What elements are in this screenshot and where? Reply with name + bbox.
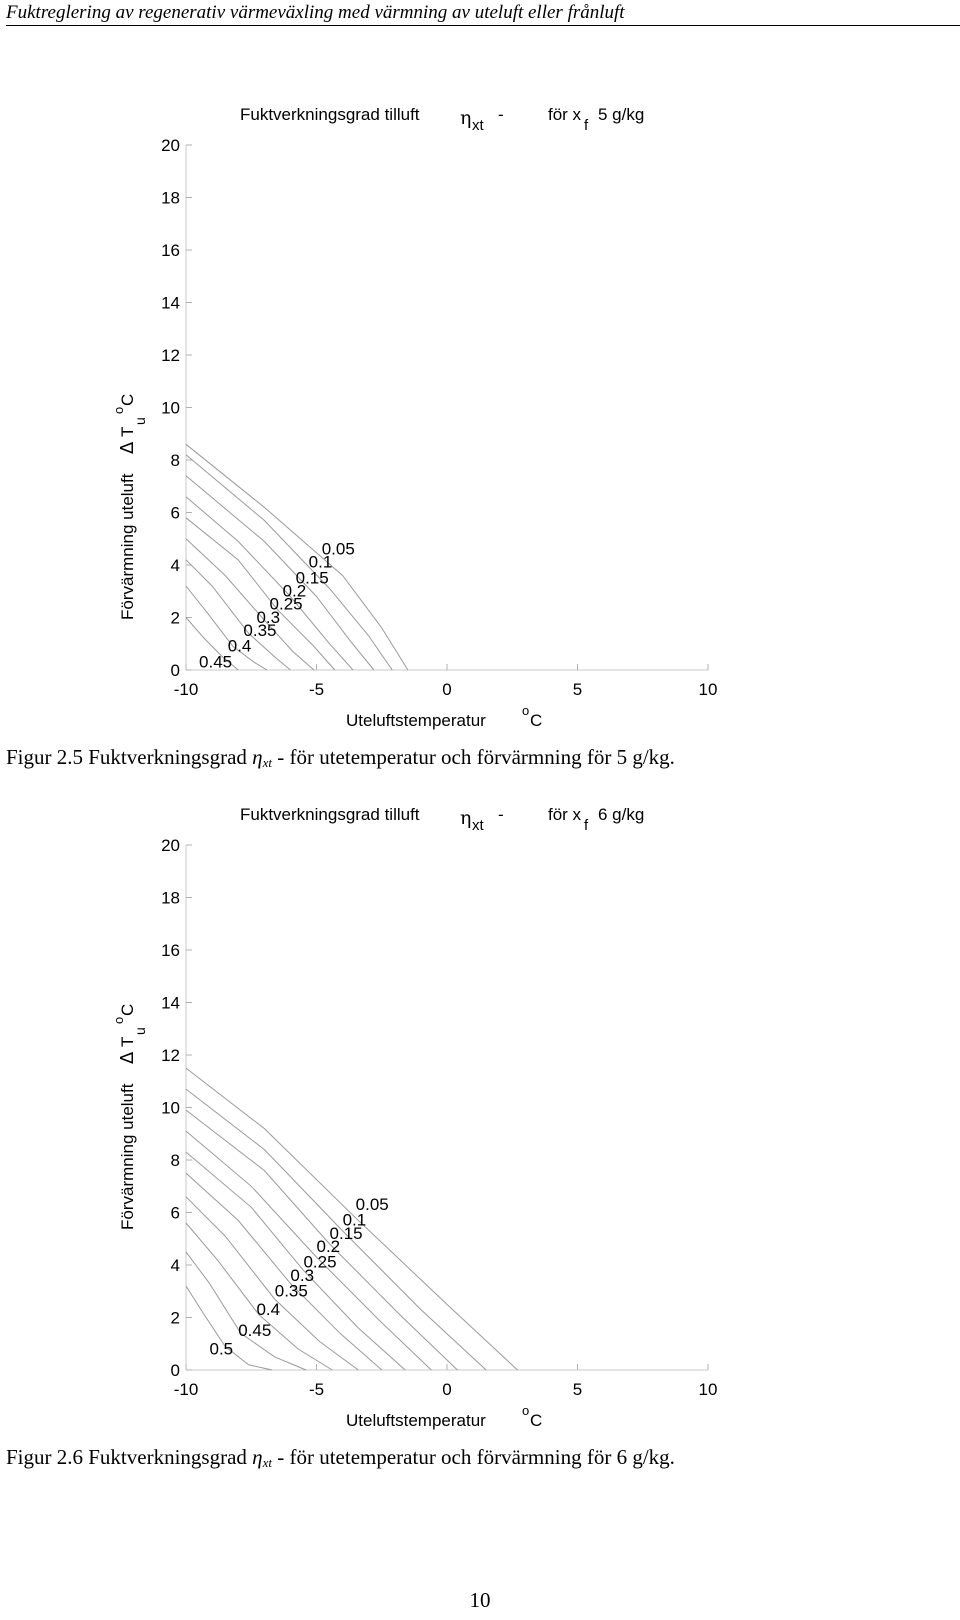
contour-lines (186, 444, 408, 670)
x-tick-label: -5 (308, 680, 325, 699)
svg-text:f (584, 117, 589, 134)
x-tick-label: 5 (572, 1380, 583, 1399)
chart-title-main: Fuktverkningsgrad tilluft (240, 105, 420, 124)
contour-label: 0.4 (256, 1299, 281, 1319)
chart-title-eta-sub: xt (472, 117, 484, 134)
svg-text:o (522, 1403, 529, 1418)
x-axis-label (346, 703, 542, 730)
contour-label: 0.05 (321, 539, 355, 559)
svg-text:5 g/kg (598, 105, 644, 124)
contour-label: 0.15 (295, 568, 329, 588)
x-axis-label-unit: C (530, 1411, 543, 1430)
chart-title-eta: η (460, 807, 472, 829)
chart-title-value: 6 g/kg (598, 805, 645, 824)
svg-text:o (111, 1017, 126, 1024)
caption-eta-sub: xt (262, 755, 272, 770)
y-axis-label-T: T (118, 1036, 137, 1047)
y-tick-label: 16 (161, 941, 180, 960)
x-tick-label: -10 (173, 680, 199, 699)
contour-chart-6gkg (0, 790, 960, 1450)
y-axis-label-delta: Δ (117, 441, 138, 454)
x-axis-label-unit: C (530, 711, 543, 730)
y-tick-label: 0 (170, 661, 180, 680)
contour-label: 0.25 (303, 1252, 337, 1272)
chart-title-for-sub: f (584, 817, 589, 834)
y-axis-label-text: Förvärmning uteluft (118, 1083, 137, 1230)
caption-eta: η (252, 745, 263, 769)
y-tick-label: 14 (161, 293, 180, 313)
svg-text:xt (472, 817, 485, 834)
svg-text:6 g/kg (598, 805, 644, 824)
contour-label: 0.3 (256, 607, 281, 627)
caption-suffix: - för utetemperatur och förvärmning för 6 g/kg. (271, 1445, 675, 1469)
chart-title-for: för x (548, 105, 582, 124)
chart-title (240, 105, 644, 134)
svg-text:för x (548, 105, 582, 124)
contour-label: 0.15 (329, 1223, 363, 1243)
x-axis-label-text: Uteluftstemperatur (346, 1411, 486, 1430)
y-axis-label (111, 394, 148, 620)
caption-prefix: Figur 2.6 Fuktverkningsgrad (6, 1445, 253, 1469)
svg-text:C (530, 711, 542, 730)
svg-text:Δ (117, 441, 138, 454)
chart-title-main: Fuktverkningsgrad tilluft (240, 805, 420, 824)
axes (161, 136, 717, 699)
x-axis-label (346, 1403, 542, 1430)
svg-text:u (132, 417, 148, 425)
contour-label: 0.2 (316, 1236, 341, 1256)
figure-caption-2-5 (6, 745, 675, 775)
caption-prefix: Figur 2.5 Fuktverkningsgrad (6, 745, 253, 769)
svg-text:Δ (117, 1051, 138, 1064)
y-tick-label: 6 (170, 503, 180, 523)
y-axis-label-sub: u (132, 417, 148, 425)
caption-suffix: - för utetemperatur och förvärmning för 5 g/kg. (271, 745, 675, 769)
contour-labels (199, 540, 355, 672)
y-tick-label: 20 (161, 136, 180, 155)
x-tick-label: -10 (173, 1380, 199, 1399)
x-tick-label: -5 (308, 1380, 325, 1399)
contour-label: 0.25 (269, 594, 303, 614)
y-tick-label: 2 (170, 1308, 180, 1328)
contour-line-0.45 (186, 1252, 306, 1370)
x-tick-label: 0 (442, 680, 452, 699)
y-tick-label: 16 (161, 241, 180, 260)
y-tick-label: 14 (161, 993, 180, 1013)
chart-title (240, 805, 644, 834)
caption-eta-sub: xt (262, 1455, 272, 1470)
y-axis-label-text: Förvärmning uteluft (118, 473, 137, 620)
x-tick-label: 10 (698, 680, 718, 699)
y-axis-label-unit: C (118, 1003, 137, 1016)
figure-caption-2-6 (6, 1445, 675, 1475)
contour-label: 0.2 (282, 581, 307, 601)
svg-text:C (118, 394, 137, 406)
svg-text:- (498, 805, 504, 824)
contour-label: 0.45 (199, 652, 233, 672)
y-tick-label: 4 (170, 1256, 180, 1275)
x-tick-label: 10 (698, 1380, 718, 1399)
contour-label: 0.4 (227, 636, 252, 656)
x-axis-label-sup: o (522, 703, 530, 718)
x-tick-label: 0 (442, 1380, 452, 1399)
page-number: 10 (469, 1588, 491, 1612)
page-header: Fuktreglering av regenerativ värmeväxling med värmning av uteluft eller frånluft (6, 2, 960, 26)
svg-text:T (118, 427, 137, 437)
y-tick-label: 4 (170, 556, 180, 575)
x-axis-label-sup: o (522, 1403, 530, 1418)
svg-text:o (111, 407, 126, 414)
contour-label: 0.1 (342, 1210, 367, 1230)
svg-text:Fuktverkningsgrad tilluft (240, 805, 420, 824)
chart-title-eta-sub: xt (472, 817, 484, 834)
svg-text:Förvärmning uteluft (118, 1083, 137, 1230)
chart-title-dash: - (498, 105, 504, 124)
y-axis-label-sup: o (111, 406, 126, 414)
y-tick-label: 12 (161, 346, 180, 365)
svg-text:xt (472, 117, 485, 134)
x-tick-label: 5 (572, 680, 583, 699)
contour-label: 0.3 (290, 1265, 315, 1285)
contour-line-0.05 (186, 444, 408, 670)
svg-text:η (460, 107, 471, 129)
contour-chart-5gkg (0, 90, 960, 750)
y-tick-label: 20 (161, 836, 180, 855)
chart-title-for: för x (548, 805, 582, 824)
chart-title-for-sub: f (584, 117, 589, 134)
contour-label: 0.35 (243, 620, 277, 640)
svg-text:- (498, 105, 504, 124)
contour-label: 0.05 (355, 1194, 389, 1214)
svg-text:Uteluftstemperatur (346, 711, 486, 730)
contour-line-0.25 (186, 518, 335, 670)
y-tick-label: 10 (161, 1098, 180, 1118)
svg-text:T (118, 1037, 137, 1047)
contour-label: 0.35 (274, 1281, 308, 1301)
chart-title-value: 5 g/kg (598, 105, 645, 124)
y-axis-label-sup: o (111, 1016, 126, 1024)
y-tick-label: 0 (170, 1361, 180, 1380)
axes (161, 836, 717, 1399)
svg-text:C (118, 1004, 137, 1016)
chart-title-eta: η (460, 107, 472, 129)
contour-line-0.2 (186, 1131, 431, 1370)
y-axis-label-unit: C (118, 393, 137, 406)
y-axis-label-delta: Δ (117, 1051, 138, 1064)
x-axis-label-text: Uteluftstemperatur (346, 711, 486, 730)
svg-text:Fuktverkningsgrad tilluft (240, 105, 420, 124)
svg-text:för x (548, 805, 582, 824)
y-axis-label-sub: u (132, 1027, 148, 1035)
caption-eta: η (252, 1445, 263, 1469)
y-tick-label: 10 (161, 398, 180, 418)
y-tick-label: 8 (170, 1151, 180, 1170)
svg-text:f (584, 817, 589, 834)
y-axis-label-T: T (118, 426, 137, 437)
y-tick-label: 8 (170, 451, 180, 470)
chart-title-dash: - (498, 805, 504, 824)
contour-line-0.15 (186, 476, 374, 670)
y-tick-label: 12 (161, 1046, 180, 1065)
svg-text:u (132, 1027, 148, 1035)
contour-label: 0.45 (238, 1320, 272, 1340)
y-tick-label: 2 (170, 608, 180, 628)
contour-label: 0.1 (308, 552, 333, 572)
contour-line-0.1 (186, 455, 392, 670)
y-axis-label (111, 1004, 148, 1230)
svg-text:Förvärmning uteluft (118, 473, 137, 620)
svg-text:C (530, 1411, 542, 1430)
y-tick-label: 6 (170, 1203, 180, 1223)
y-tick-label: 18 (161, 888, 180, 908)
contour-label: 0.5 (209, 1339, 234, 1359)
svg-text:η (460, 807, 471, 829)
svg-text:Uteluftstemperatur (346, 1411, 486, 1430)
y-tick-label: 18 (161, 188, 180, 208)
svg-text:o (522, 703, 529, 718)
